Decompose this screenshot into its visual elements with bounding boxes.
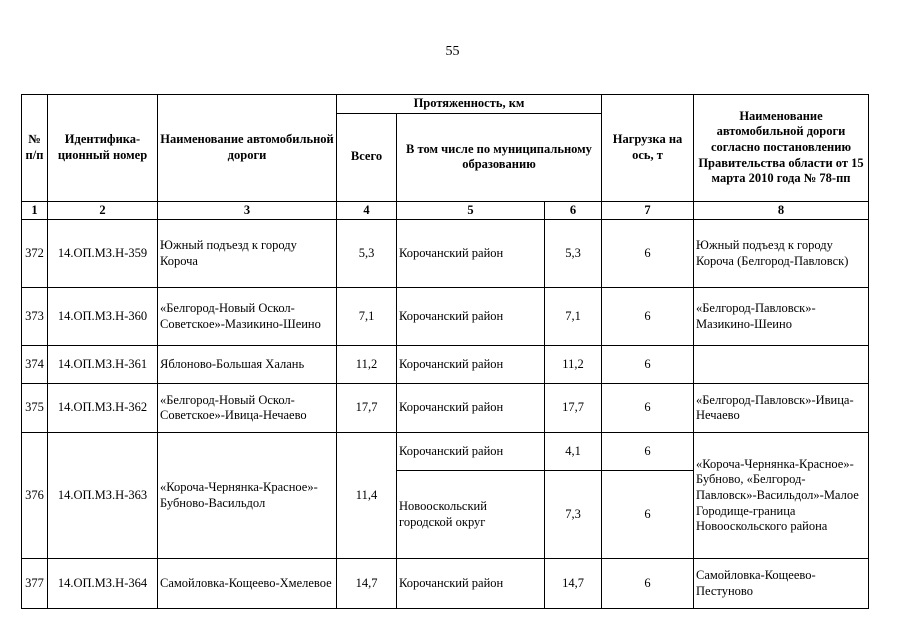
roads-table (21, 94, 869, 609)
row-load: 6 (602, 346, 694, 384)
row-district-length: 17,7 (545, 384, 602, 433)
column-number: 8 (694, 201, 869, 220)
table-row (22, 433, 869, 471)
row-district-length: 5,3 (545, 220, 602, 288)
row-total: 17,7 (337, 384, 397, 433)
column-number: 3 (158, 201, 337, 220)
row-id: 14.ОП.МЗ.Н-362 (48, 384, 158, 433)
row-decree-name: «Белгород-Павловск»-Ивица-Нечаево (694, 384, 869, 433)
header-length: Протяженность, км (337, 95, 602, 114)
row-name: Яблоново-Большая Халань (158, 346, 337, 384)
row-district: Корочанский район (397, 433, 545, 471)
header-name: Наименование автомобильной дороги (158, 95, 337, 202)
row-load: 6 (602, 220, 694, 288)
row-load-2: 6 (602, 471, 694, 559)
header-num: № п/п (22, 95, 48, 202)
row-id: 14.ОП.МЗ.Н-364 (48, 559, 158, 609)
row-name: «Белгород-Новый Оскол-Советское»-Ивица-Нечаево (158, 384, 337, 433)
row-id: 14.ОП.МЗ.Н-361 (48, 346, 158, 384)
row-id: 14.ОП.МЗ.Н-360 (48, 288, 158, 346)
row-decree-name: «Белгород-Павловск»-Мазикино-Шеино (694, 288, 869, 346)
row-name: Южный подъезд к городу Короча (158, 220, 337, 288)
column-number: 1 (22, 201, 48, 220)
column-number: 2 (48, 201, 158, 220)
table-row (22, 384, 869, 433)
row-district-length: 11,2 (545, 346, 602, 384)
table-row (22, 288, 869, 346)
row-district-length: 4,1 (545, 433, 602, 471)
row-total: 14,7 (337, 559, 397, 609)
header-municipal: В том числе по муниципальному образованию (397, 113, 602, 201)
header-total: Всего (337, 113, 397, 201)
row-district: Корочанский район (397, 384, 545, 433)
row-num: 377 (22, 559, 48, 609)
row-district-length-2: 7,3 (545, 471, 602, 559)
row-name: «Белгород-Новый Оскол-Советское»-Мазикино-Шеино (158, 288, 337, 346)
row-id: 14.ОП.МЗ.Н-359 (48, 220, 158, 288)
column-number: 6 (545, 201, 602, 220)
row-decree-name: Южный подъезд к городу Короча (Белгород-Павловск) (694, 220, 869, 288)
row-total: 5,3 (337, 220, 397, 288)
row-district: Корочанский район (397, 220, 545, 288)
row-id: 14.ОП.МЗ.Н-363 (48, 433, 158, 559)
row-load: 6 (602, 559, 694, 609)
row-decree-name: Самойловка-Кощеево-Пестуново (694, 559, 869, 609)
row-load: 6 (602, 433, 694, 471)
header-decree-name: Наименование автомобильной дороги согласно постановлению Правительства области от 15 марта 2010 года № 78-пп (694, 95, 869, 202)
row-name: «Короча-Чернянка-Красное»-Бубново-Васильдол (158, 433, 337, 559)
row-num: 376 (22, 433, 48, 559)
row-district: Корочанский район (397, 346, 545, 384)
row-load: 6 (602, 384, 694, 433)
row-district: Корочанский район (397, 559, 545, 609)
row-decree-name (694, 346, 869, 384)
row-total: 7,1 (337, 288, 397, 346)
row-district-2: Новооскольский городской округ (397, 471, 545, 559)
row-district-length: 7,1 (545, 288, 602, 346)
row-district: Корочанский район (397, 288, 545, 346)
table-row (22, 346, 869, 384)
table-row (22, 220, 869, 288)
row-num: 375 (22, 384, 48, 433)
header-ident: Идентифика-ционный номер (48, 95, 158, 202)
column-number: 7 (602, 201, 694, 220)
row-num: 373 (22, 288, 48, 346)
column-number: 4 (337, 201, 397, 220)
table-row (22, 559, 869, 609)
column-numbers-row (22, 201, 869, 220)
row-name: Самойловка-Кощеево-Хмелевое (158, 559, 337, 609)
row-num: 372 (22, 220, 48, 288)
page-number: 55 (445, 44, 460, 59)
row-total: 11,2 (337, 346, 397, 384)
row-district-length: 14,7 (545, 559, 602, 609)
row-load: 6 (602, 288, 694, 346)
row-total: 11,4 (337, 433, 397, 559)
row-decree-name: «Короча-Чернянка-Красное»-Бубново, «Белгород-Павловск»-Васильдол»-Малое Городище-граница Новооскольского района (694, 433, 869, 559)
header-load: Нагрузка на ось, т (602, 95, 694, 202)
column-number: 5 (397, 201, 545, 220)
row-num: 374 (22, 346, 48, 384)
